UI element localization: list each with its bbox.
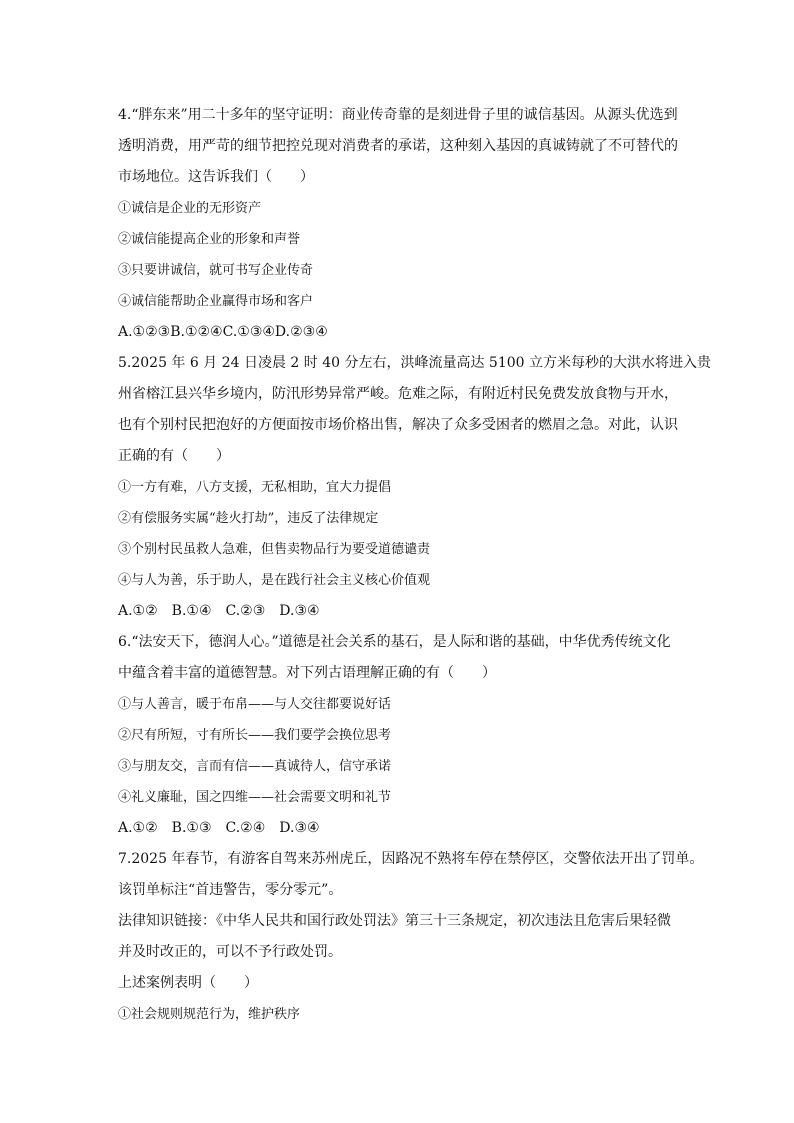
question-7-option-1: ①社会规则规范行为，维护秩序 (118, 1007, 301, 1022)
question-4-stem-line-1: 4.“胖东来”用二十多年的坚守证明：商业传奇靠的是刻进骨子里的诚信基因。从源头优选到 (118, 107, 678, 123)
question-5-option-3: ③个别村民虽救人急难，但售卖物品行为要受道德谴责 (118, 542, 431, 557)
question-5-stem-line-2: 州省榕江县兴华乡境内，防汛形势异常严峻。危难之际，有附近村民免费发放食物与开水， (118, 386, 678, 402)
question-6-stem-line-1: 6.“法安天下，德润人心。”道德是社会关系的基石，是人际和谐的基础，中华优秀传统文化 (118, 634, 671, 650)
question-6-option-3: ③与朋友交，言而有信——真诚待人，信守承诺 (118, 759, 392, 774)
question-7-prompt: 上述案例表明（ ） (118, 975, 258, 991)
question-4-option-1: ①诚信是企业的无形资产 (118, 201, 262, 216)
question-4-option-4: ④诚信能帮助企业赢得市场和客户 (118, 294, 314, 309)
question-7-law-link-line-2: 并及时改正的，可以不予行政处罚。 (118, 944, 342, 960)
question-6-option-1: ①与人善言，暖于布帛——与人交往都要说好话 (118, 697, 392, 712)
question-5-stem-line-3: 也有个别村民把泡好的方便面按市场价格出售，解决了众多受困者的燃眉之急。对此，认识 (118, 417, 678, 433)
question-4-stem-line-3: 市场地位。这告诉我们（ ） (118, 169, 314, 185)
question-5-answer-choices: A.①② B.①④ C.②③ D.③④ (118, 603, 320, 619)
question-7 (118, 844, 704, 1030)
question-content (118, 100, 712, 1030)
question-5-option-2: ②有偿服务实属“趁火打劫”，违反了法律规定 (118, 511, 379, 526)
question-6-option-2: ②尺有所短，寸有所长——我们要学会换位思考 (118, 728, 392, 743)
question-5-option-4: ④与人为善，乐于助人，是在践行社会主义核心价值观 (118, 573, 431, 588)
question-7-law-link-line-1: 法律知识链接：《中华人民共和国行政处罚法》第三十三条规定，初次违法且危害后果轻微 (118, 913, 671, 929)
question-7-stem-line-2: 该罚单标注“首违警告，零分零元”。 (118, 882, 343, 898)
question-4-stem-line-2: 透明消费，用严苛的细节把控兑现对消费者的承诺，这种刻入基因的真诚铸就了不可替代的 (118, 138, 678, 154)
question-6-stem-line-2: 中蕴含着丰富的道德智慧。对下列古语理解正确的有（ ） (118, 665, 496, 681)
question-5 (118, 348, 712, 627)
question-5-option-1: ①一方有难，八方支援，无私相助，宜大力提倡 (118, 480, 392, 495)
question-5-stem-line-4: 正确的有（ ） (118, 448, 230, 464)
question-6-option-4: ④礼义廉耻，国之四维——社会需要文明和礼节 (118, 790, 392, 805)
question-4-option-2: ②诚信能提高企业的形象和声誉 (118, 232, 301, 247)
question-4-option-3: ③只要讲诚信，就可书写企业传奇 (118, 263, 314, 278)
question-4 (118, 100, 688, 348)
question-5-stem-line-1: 5.2025 年 6 月 24 日凌晨 2 时 40 分左右，洪峰流量高达 5100 立方米每秒的大洪水将进入贵 (118, 355, 712, 371)
question-7-stem-line-1: 7.2025 年春节，有游客自驾来苏州虎丘，因路况不熟将车停在禁停区，交警依法开出了罚单。 (118, 851, 704, 867)
question-6-answer-choices: A.①② B.①③ C.②④ D.③④ (118, 820, 320, 836)
question-6 (118, 627, 688, 844)
question-4-answer-choices: A.①②③B.①②④C.①③④D.②③④ (118, 324, 328, 340)
